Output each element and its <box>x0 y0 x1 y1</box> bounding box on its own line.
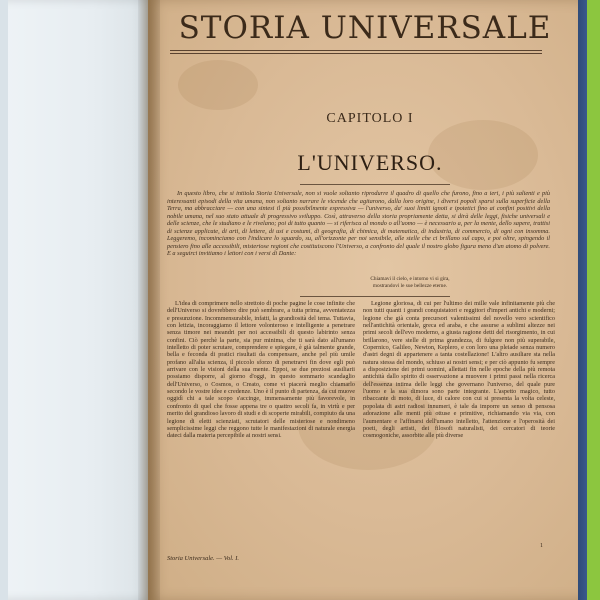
chapter-label: CAPITOLO I <box>326 111 414 126</box>
intro-text: In questo libro, che si intitola Storia Universale, non si vuole soltanto riprodurre il quadro di quello che furono, fino a ieri, i più salienti e più interessanti episodi della vita umana, non soltanto narrare le vicende che agitarono, dalla loro origine, i diversi popoli sparsi sulla superficie della Terra, ma abbracciare — con una sintesi il più possibilmente espressiva — l'universo, da' suoi limiti ignoti e ipotetici fino ai confini positivi della nobile umana, nel suo stato attuale di progressivo sviluppo. Così, attraverso della storia propriamente detta, si dirà delle leggi, fisiche universali e delle scienze, che le studiano e le rivelano; poi di tutto quanto — si riferisca al mondo o all'uomo — è necessario a, per la mente, dello sapere, trattisi di scienze applicate, di arti, di lettere, di usi e costumi, di geografia, di chimica, di matematica, di industria, di commercio, di ogni con insomma. Leggeremo, incominciamo con l'indicare lo sguardo, su, all'orizzonte per noi sensibile, alle stelle che ci brillano sul capo, e poi oltre, spingendo il pensiero fino alle accessibili, misteriose regioni che costituiscono l'Universo, a confronto del quale il nostro globo figura meno d'un atomo di polvere. E a seguirci invitiamo i lettori con i versi di Dante: <box>167 190 550 257</box>
title-rule <box>170 53 542 54</box>
book-gutter <box>138 0 160 600</box>
section-rule <box>300 296 450 297</box>
page-edge <box>0 0 8 600</box>
page-footer: Storia Universale. — Vol. I. <box>167 555 240 562</box>
heading-rule <box>300 184 450 185</box>
dante-line: mostrandovi le sue bellezze eterne. <box>372 283 448 289</box>
left-text-column <box>167 300 355 550</box>
right-text-column <box>363 300 555 550</box>
dante-quote <box>330 276 490 290</box>
book-cover-edge <box>578 0 600 600</box>
book-title: STORIA UNIVERSALE <box>178 10 552 46</box>
intro-paragraph <box>167 190 550 258</box>
left-blank-page <box>0 0 155 600</box>
left-column-text: L'idea di comprimere nello strettoio di poche pagine le cose infinite che dell'Universo si dovrebbero dire può sembrare, a tutta prima, avventatezza e presunzione. Incommensurabile, infatti, la grandiosità del tema. Tuttavia, con letizia, incoraggiamo il lettore volonteroso e intelligente a penetrare senza timore nei meandri per noi accessibili di questo labirinto senza confini. Ciò perchè la parte, sia pur minima, che ti sarà dato all'umano intelletto di poter scrutare, comprendere e spiegare, è già talmente grande, bella e feconda di pratici risultati da compensare, anche pel più umile profano all'alta scienza, il piccolo sforzo di penetrarvi fin dove egli può arrivare con le visioni della sua mente. Eppoi, se due preziosi ausiliarii possiamo disporre, al giorno d'oggi, in questo sommario scandaglio dell'Universo, o Cosmos, o Creato, come vi piacerà meglio chiamarlo secondo le vostre idee e credenze. Uno è il punto di partenza, da cui muove oggidì chi a tale scopo s'accinge, immensamente più favorevole, in confronto di quel che fosse appena tre o quattro secoli fa, in virtù e per merito del grandioso lavoro di studi e di scoperte mirabili, compiuto da una legione di eletti scienziati, scrutatori delle misteriose e nondimeno semplicissime leggi che reggono tutte le manifestazioni di naturale energia dateci dalla materia percepibile ai nostri sensi. <box>167 300 355 440</box>
paper-stain <box>178 60 258 110</box>
page-number: 1 <box>540 543 543 549</box>
right-column-text: Legione gloriosa, di cui per l'ultimo dei mille vale infinitamente più che non tutti quanti i grandi conquistatori e reggitori d'imperi antichi e moderni; legione che già conta precursori valentissimi del novello vero scientifico nell'antichità orientale, greca ed araba, e che assurse a sublimi altezze nei primi secoli dell'evo moderno, a giusta ragione detti del risorgimento, in cui brillarono, vere stelle di prima grandezza, di fulgore non più superabile, Copernico, Galileo, Newton, Keplero, e con loro una pleiade senza numero d'astri degni di appartenere a tanta costellazione! L'altro ausiliare sta nella natura stessa del mondo, schiuso ai nostri sensi; e per ciò appunto fu sempre a disposizione dei primi uomini, allettati fin nelle epoche della più remota antichità dallo spirito di osservazione a muovere i primi passi nella ricerca dell'essenza intima delle leggi che governano l'universo, del quale pure l'uomo e la sua dimora sono parte integrante. L'aspetto magico, tutto ribaccante di moto, di luce, di calore con cui si presenta la volta celeste, popolata di astri radiosi innumeri, è tale da imporre un senso di pensosa adorazione alle menti più ottuse e primitive, richiamando via via, con l'aumentare e l'affinarsi dell'umano intelletto, l'attenzione e l'operosità dei poeti, degli artisti, dei filosofi naturalisti, dei cercatori di teorie cosmogoniche, assorbite alle più diverse <box>363 300 555 440</box>
title-rule <box>170 50 542 51</box>
dante-line: Chiamavi il cielo, e intorno vi si gira, <box>370 276 450 282</box>
chapter-heading: L'UNIVERSO. <box>297 150 443 175</box>
